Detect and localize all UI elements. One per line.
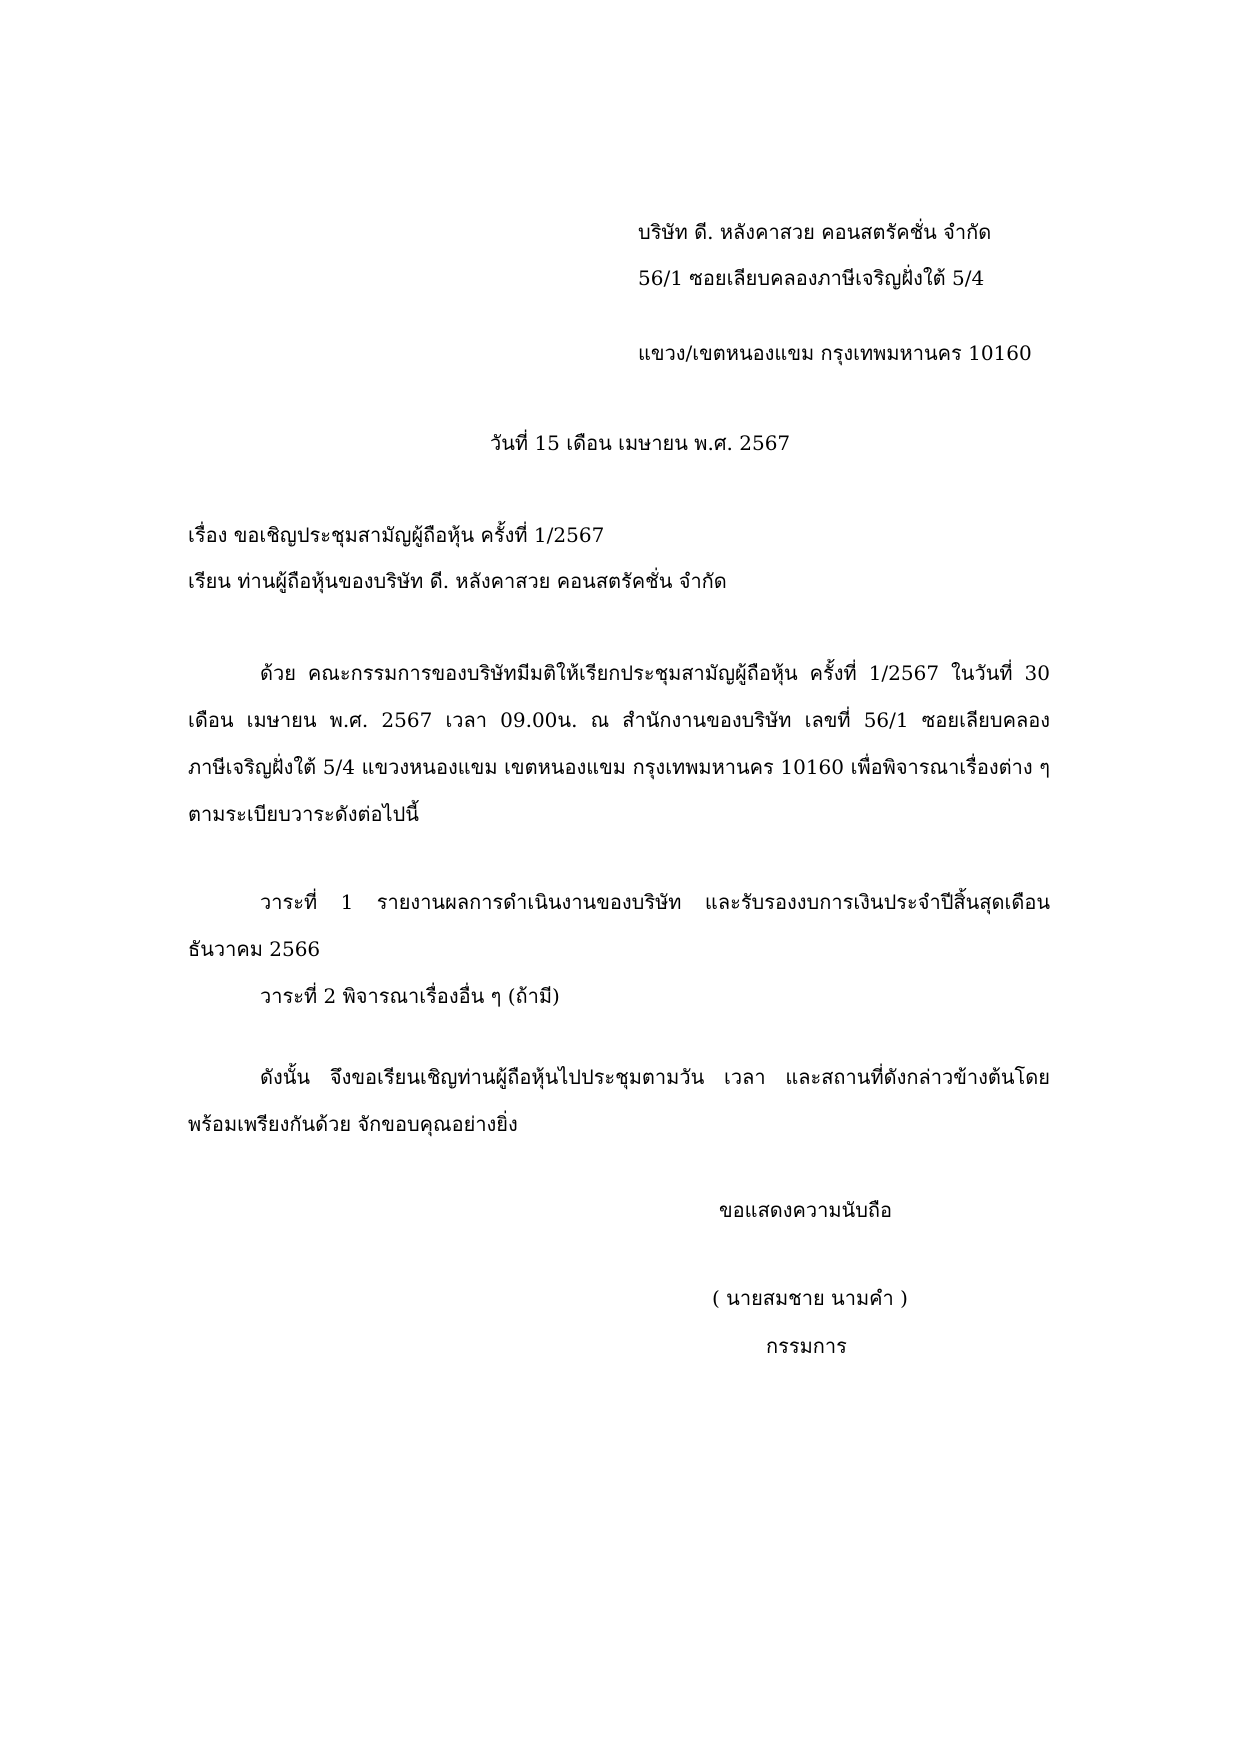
agenda-item-2: วาระที่ 2 พิจารณาเรื่องอื่น ๆ (ถ้ามี) [260,984,560,1008]
sender-company-name: บริษัท ดี. หลังคาสวย คอนสตรัคชั่น จำกัด [638,220,992,244]
sender-address-line-1: 56/1 ซอยเลียบคลองภาษีเจริญฝั่งใต้ 5/4 [638,266,985,290]
intro-paragraph: ด้วย คณะกรรมการของบริษัทมีมติให้เรียกประชุมสามัญผู้ถือหุ้น ครั้งที่ 1/2567 ในวันที่ 30 เดือน เมษายน พ.ศ. 2567 เวลา 09.00น. ณ สำนักงานของบริษัท เลขที่ 56/1 ซอยเลียบคลองภาษีเจริญฝั่งใต้ 5/4 แขวงหนองแขม เขตหนองแขม กรุงเทพมหานคร 10160 เพื่อพิจารณาเรื่องต่าง ๆ ตามระเบียบวาระดังต่อไปนี้ [188,661,1050,826]
letter-addressee: เรียน ท่านผู้ถือหุ้นของบริษัท ดี. หลังคาสวย คอนสตรัคชั่น จำกัด [188,569,727,593]
agenda-list [188,879,1050,1020]
signature-regards: ขอแสดงความนับถือ [719,1198,893,1222]
sender-address-line-2: แขวง/เขตหนองแขม กรุงเทพมหานคร 10160 [638,341,1032,365]
signature-name: ( นายสมชาย นามคำ ) [712,1286,908,1310]
agenda-item-1: วาระที่ 1 รายงานผลการดำเนินงานของบริษัท และรับรองงบการเงินประจำปีสิ้นสุดเดือน ธันวาคม 2566 [188,890,1050,961]
signature-title: กรรมการ [766,1334,847,1358]
letter-subject: เรื่อง ขอเชิญประชุมสามัญผู้ถือหุ้น ครั้งที่ 1/2567 [188,523,605,547]
letter-date: วันที่ 15 เดือน เมษายน พ.ศ. 2567 [490,431,791,455]
closing-paragraph: ดังนั้น จึงขอเรียนเชิญท่านผู้ถือหุ้นไปประชุมตามวัน เวลา และสถานที่ดังกล่าวข้างต้นโดยพร้อมเพรียงกันด้วย จักขอบคุณอย่างยิ่ง [188,1065,1050,1136]
